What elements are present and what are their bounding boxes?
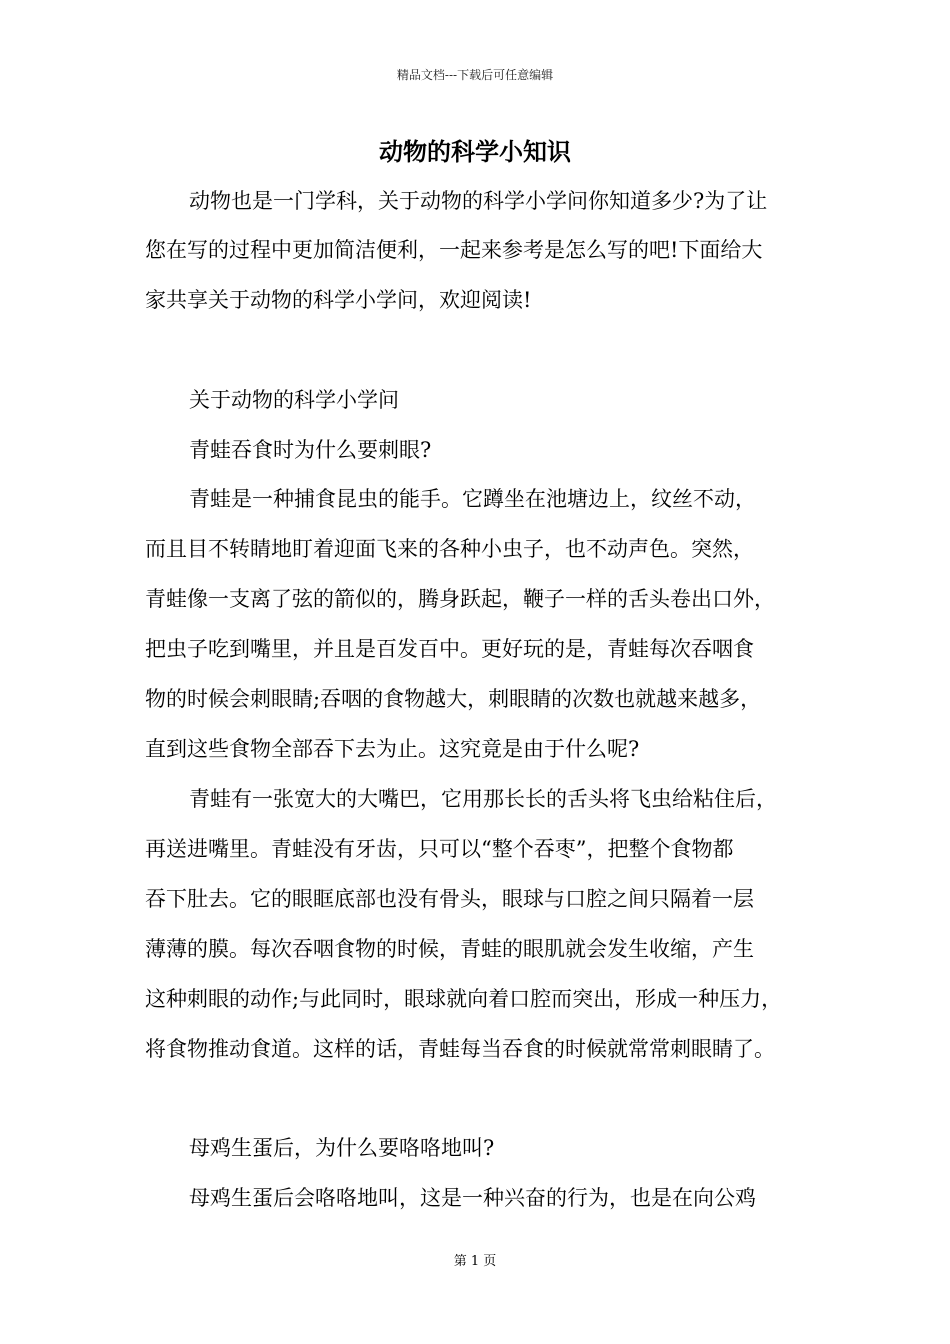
page-label-suffix: 页 [483, 1254, 497, 1269]
page-number: 1 [470, 1254, 480, 1269]
paragraph-line: 家共享关于动物的科学小学问，欢迎阅读! [145, 288, 532, 312]
page-header: 精品文档---下载后可任意编辑 [396, 68, 554, 82]
question-heading: 母鸡生蛋后，为什么要咯咯地叫? [189, 1136, 495, 1160]
paragraph-line: 薄薄的膜。每次吞咽食物的时候，青蛙的眼肌就会发生收缩，产生 [145, 937, 754, 961]
paragraph-line: 吞下肚去。它的眼眶底部也没有骨头，眼球与口腔之间只隔着一层 [145, 887, 754, 911]
paragraph-line: 动物也是一门学科，关于动物的科学小学问你知道多少?为了让 [189, 189, 768, 213]
paragraph-line: 青蛙有一张宽大的大嘴巴，它用那长长的舌头将飞虫给粘住后， [189, 787, 777, 811]
document-title: 动物的科学小知识 [379, 137, 571, 166]
paragraph-line: 您在写的过程中更加简洁便利，一起来参考是怎么写的吧!下面给大 [145, 238, 763, 262]
paragraph-line: 青蛙是一种捕食昆虫的能手。它蹲坐在池塘边上，纹丝不动， [189, 487, 756, 511]
paragraph-line: 而且目不转睛地盯着迎面飞来的各种小虫子，也不动声色。突然， [145, 537, 754, 561]
paragraph-line: 物的时候会刺眼睛;吞咽的食物越大，刺眼睛的次数也就越来越多， [145, 687, 762, 711]
section-heading: 关于动物的科学小学问 [189, 388, 399, 412]
paragraph-line: 直到这些食物全部吞下去为止。这究竟是由于什么呢? [145, 737, 640, 761]
question-heading: 青蛙吞食时为什么要刺眼? [189, 438, 432, 462]
paragraph-line: 再送进嘴里。青蛙没有牙齿，只可以“整个吞枣”，把整个食物都 [145, 837, 734, 861]
page-footer [0, 1253, 950, 1271]
paragraph-line: 这种刺眼的动作;与此同时，眼球就向着口腔而突出，形成一种压力， [145, 987, 783, 1011]
paragraph-line: 把虫子吃到嘴里，并且是百发百中。更好玩的是，青蛙每次吞咽食 [145, 637, 754, 661]
paragraph-line: 青蛙像一支离了弦的箭似的，腾身跃起，鞭子一样的舌头卷出口外， [145, 587, 775, 611]
paragraph-line: 母鸡生蛋后会咯咯地叫，这是一种兴奋的行为，也是在向公鸡 [189, 1186, 756, 1210]
paragraph-line: 将食物推动食道。这样的话，青蛙每当吞食的时候就常常刺眼睛了。 [145, 1037, 775, 1061]
page-label-prefix: 第 [453, 1254, 467, 1269]
